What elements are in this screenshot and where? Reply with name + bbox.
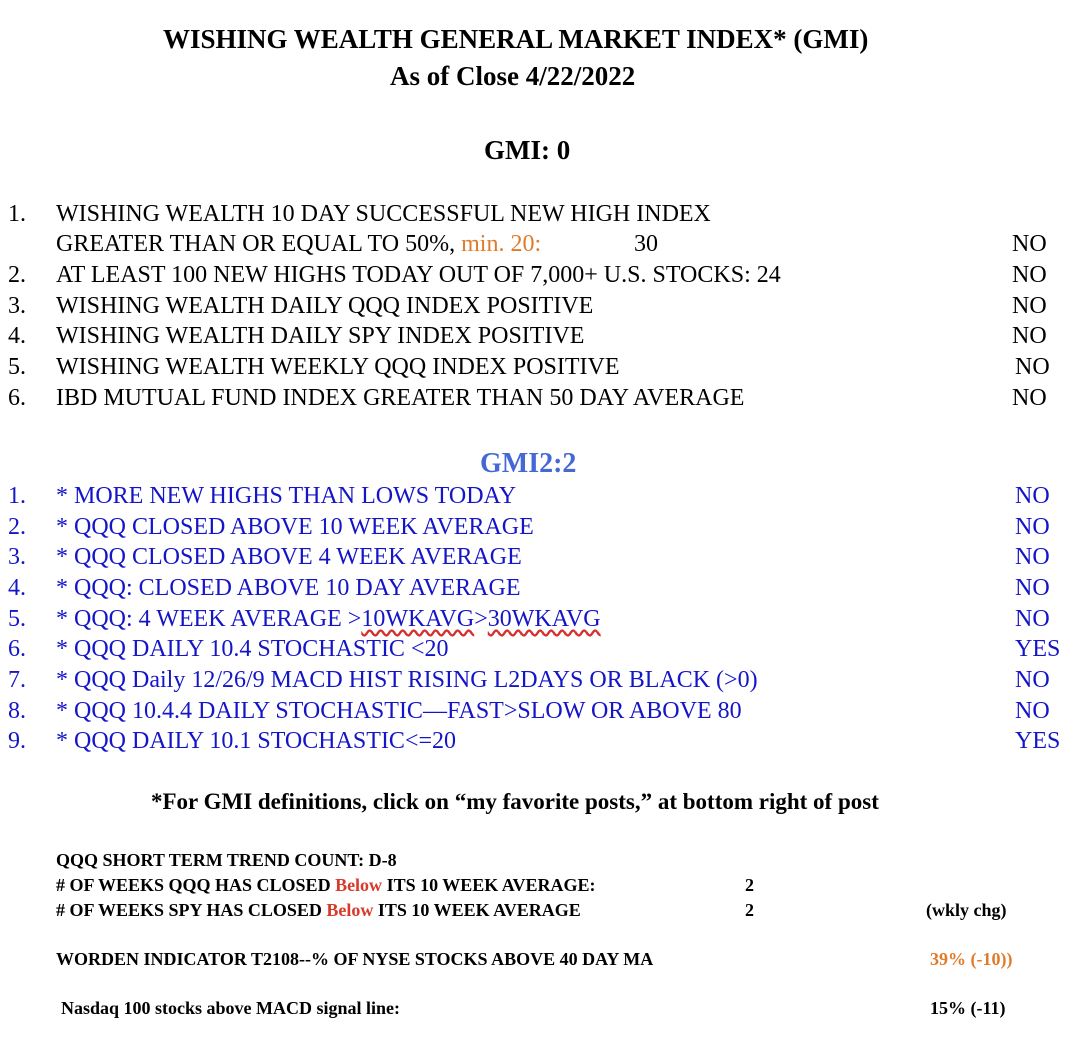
- list-item-answer: NO: [1012, 385, 1047, 411]
- criterion-value: 30: [634, 231, 658, 257]
- label-text: ITS 10 WEEK AVERAGE:: [382, 875, 596, 895]
- list-item-text: * QQQ DAILY 10.1 STOCHASTIC<=20: [56, 728, 457, 754]
- list-item-number: 1.: [8, 201, 26, 227]
- list-item-answer: YES: [1015, 636, 1061, 662]
- list-item-number: 2.: [8, 514, 26, 540]
- list-item-number: 4.: [8, 575, 26, 601]
- list-item-number: 1.: [8, 483, 26, 509]
- list-item-number: 3.: [8, 293, 26, 319]
- list-item-text: * QQQ: CLOSED ABOVE 10 DAY AVERAGE: [56, 575, 521, 601]
- spellcheck-word: 10WKAVG: [361, 606, 475, 632]
- list-item-text: WISHING WEALTH DAILY SPY INDEX POSITIVE: [56, 323, 585, 349]
- spellcheck-word: 30WKAVG: [487, 606, 601, 632]
- list-item-answer: NO: [1012, 293, 1047, 319]
- list-item-answer: NO: [1015, 354, 1050, 380]
- spy-weeks-value: 2: [745, 900, 754, 920]
- list-item-number: 6.: [8, 385, 26, 411]
- criterion-text: GREATER THAN OR EQUAL TO 50%,: [56, 231, 456, 257]
- page-title: WISHING WEALTH GENERAL MARKET INDEX* (GMI): [163, 24, 869, 54]
- label-text: ITS 10 WEEK AVERAGE: [373, 900, 581, 920]
- list-item-number: 6.: [8, 636, 26, 662]
- list-item-text: * QQQ DAILY 10.4 STOCHASTIC <20: [56, 636, 449, 662]
- criterion-text: >: [474, 606, 488, 632]
- list-item-number: 3.: [8, 544, 26, 570]
- list-item-answer: NO: [1012, 262, 1047, 288]
- list-item-text: * QQQ CLOSED ABOVE 4 WEEK AVERAGE: [56, 544, 522, 570]
- list-item-number: 5.: [8, 606, 26, 632]
- worden-value: 39% (-10)): [930, 949, 1013, 969]
- nasdaq-label: Nasdaq 100 stocks above MACD signal line:: [61, 998, 401, 1018]
- footnote: *For GMI definitions, click on “my favorite posts,” at bottom right of post: [151, 789, 879, 814]
- list-item-answer: NO: [1015, 514, 1050, 540]
- list-item-text: * MORE NEW HIGHS THAN LOWS TODAY: [56, 483, 517, 509]
- list-item-answer: NO: [1015, 483, 1050, 509]
- list-item-number: 8.: [8, 698, 26, 724]
- list-item-text: WISHING WEALTH 10 DAY SUCCESSFUL NEW HIGH INDEX: [56, 201, 711, 227]
- list-item-answer: NO: [1015, 544, 1050, 570]
- weekly-change-header: (wkly chg): [926, 900, 1007, 920]
- qqq-weeks-value: 2: [745, 875, 754, 895]
- worden-label: WORDEN INDICATOR T2108--% OF NYSE STOCKS ABOVE 40 DAY MA: [56, 949, 654, 969]
- gmi2-title: GMI2:2: [480, 448, 577, 479]
- min-threshold: min. 20:: [461, 231, 542, 257]
- list-item-text: IBD MUTUAL FUND INDEX GREATER THAN 50 DAY AVERAGE: [56, 385, 745, 411]
- qqq-weeks-label: [56, 875, 595, 896]
- list-item-number: 4.: [8, 323, 26, 349]
- list-item-answer: NO: [1015, 698, 1050, 724]
- list-item-answer: NO: [1015, 667, 1050, 693]
- list-item-text: [56, 606, 601, 633]
- list-item-answer: NO: [1015, 575, 1050, 601]
- list-item-text: AT LEAST 100 NEW HIGHS TODAY OUT OF 7,000+ U.S. STOCKS: 24: [56, 262, 781, 288]
- nasdaq-value: 15% (-11): [930, 998, 1006, 1018]
- spy-weeks-label: [56, 900, 581, 921]
- gmi-score: GMI: 0: [484, 135, 571, 165]
- list-item-text: * QQQ 10.4.4 DAILY STOCHASTIC—FAST>SLOW OR ABOVE 80: [56, 698, 742, 724]
- list-item-number: 5.: [8, 354, 26, 380]
- list-item-text: * QQQ Daily 12/26/9 MACD HIST RISING L2DAYS OR BLACK (>0): [56, 667, 758, 693]
- page-subtitle: As of Close 4/22/2022: [390, 61, 636, 91]
- label-text: # OF WEEKS SPY HAS CLOSED: [56, 900, 327, 920]
- list-item-text: WISHING WEALTH WEEKLY QQQ INDEX POSITIVE: [56, 354, 620, 380]
- list-item-answer: NO: [1012, 323, 1047, 349]
- criterion-text: * QQQ: 4 WEEK AVERAGE >: [56, 606, 362, 632]
- list-item-text: WISHING WEALTH DAILY QQQ INDEX POSITIVE: [56, 293, 594, 319]
- below-highlight: Below: [335, 875, 383, 895]
- list-item-answer: YES: [1015, 728, 1061, 754]
- list-item-number: 2.: [8, 262, 26, 288]
- list-item-text: * QQQ CLOSED ABOVE 10 WEEK AVERAGE: [56, 514, 534, 540]
- list-item-number: 9.: [8, 728, 26, 754]
- below-highlight: Below: [326, 900, 374, 920]
- list-item-text-line2: [56, 231, 541, 258]
- label-text: # OF WEEKS QQQ HAS CLOSED: [56, 875, 336, 895]
- list-item-answer: NO: [1012, 231, 1047, 257]
- list-item-number: 7.: [8, 667, 26, 693]
- trend-count: QQQ SHORT TERM TREND COUNT: D-8: [56, 850, 397, 870]
- list-item-answer: NO: [1015, 606, 1050, 632]
